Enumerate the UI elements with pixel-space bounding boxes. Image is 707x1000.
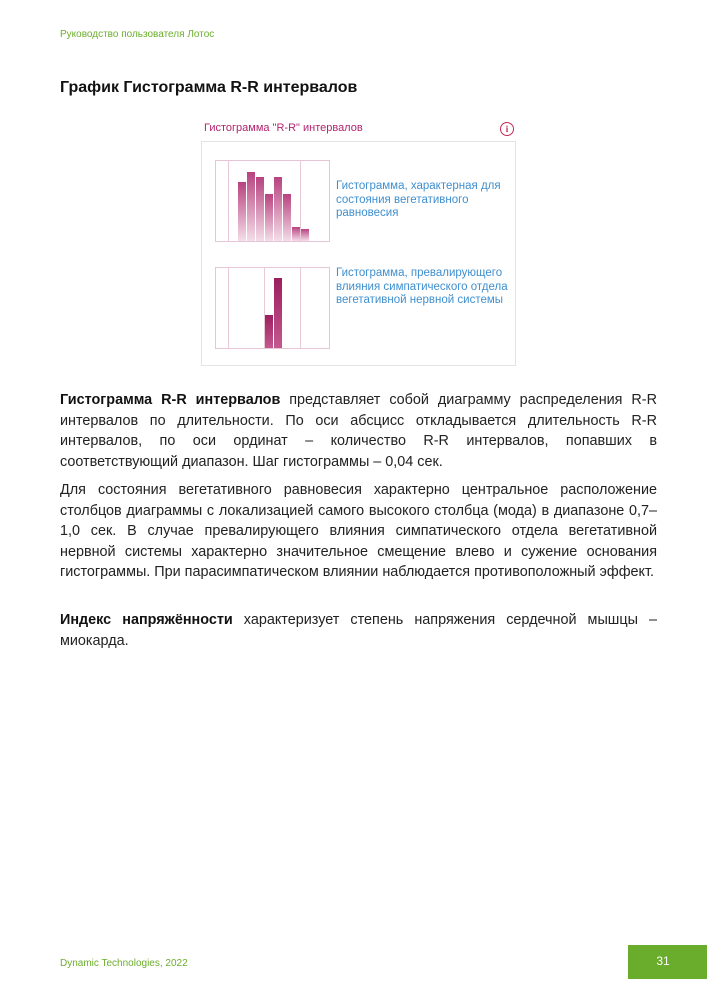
histogram-bar	[283, 194, 291, 241]
paragraph-tension-index	[60, 610, 657, 651]
widget-title: Гистограмма "R-R" интервалов	[204, 122, 363, 134]
histogram-bar	[301, 229, 309, 241]
page-number: 31	[656, 954, 670, 968]
term-rr-histogram: Гистограмма R-R интервалов	[60, 392, 281, 408]
paragraph-text: представляет собой диаграмму распределения R-R интервалов по длительности. По оси абсцисс откладывается длительность R-R интервалов, по оси ординат – количество R-R интервалов, попавших в соответствующий диапазон. Шаг гистограммы – 0,04 сек.	[60, 392, 657, 470]
histogram-bar	[256, 177, 264, 241]
histogram-balanced	[215, 160, 330, 242]
rr-histogram-widget	[201, 117, 516, 366]
paragraph-rr-histogram	[60, 390, 657, 472]
grid-line	[228, 161, 229, 241]
histogram-bar	[265, 194, 273, 241]
paragraph-text: характеризует степень напряжения сердечной мышцы – миокарда.	[60, 612, 657, 649]
info-icon[interactable]: i	[500, 122, 514, 136]
histogram-bar	[292, 227, 300, 241]
paragraph-vegetative-balance: Для состояния вегетативного равновесия характерно центральное расположение столбцов диаграммы с локализацией самого высокого столбца (мода) в диапазоне 0,7–1,0 сек. В случае превалирующего влияния симпатического отдела вегетативной нервной системы характерно значительное смещение влево и сужение основания гистограммы. При парасимпатическом влиянии наблюдается противоположный эффект.	[60, 482, 657, 581]
grid-line	[300, 268, 301, 348]
histogram-sympathetic-description: Гистограмма, превалирующего влияния симпатического отдела вегетативной нервной системы	[336, 267, 508, 306]
histogram-balanced-description: Гистограмма, характерная для состояния вегетативного равновесия	[336, 180, 501, 219]
term-tension-index: Индекс напряжённости	[60, 612, 233, 628]
page-number-box	[628, 945, 707, 979]
histogram-bar	[238, 182, 246, 241]
histogram-bar	[265, 315, 273, 348]
histogram-bar	[274, 278, 282, 348]
page-header: Руководство пользователя Лотос	[60, 29, 215, 40]
section-title: График Гистограмма R-R интервалов	[60, 79, 358, 96]
histogram-bar	[247, 172, 255, 241]
footer-company: Dynamic Technologies, 2022	[60, 958, 188, 969]
histogram-bar	[274, 177, 282, 241]
grid-line	[228, 268, 229, 348]
histogram-sympathetic	[215, 267, 330, 349]
